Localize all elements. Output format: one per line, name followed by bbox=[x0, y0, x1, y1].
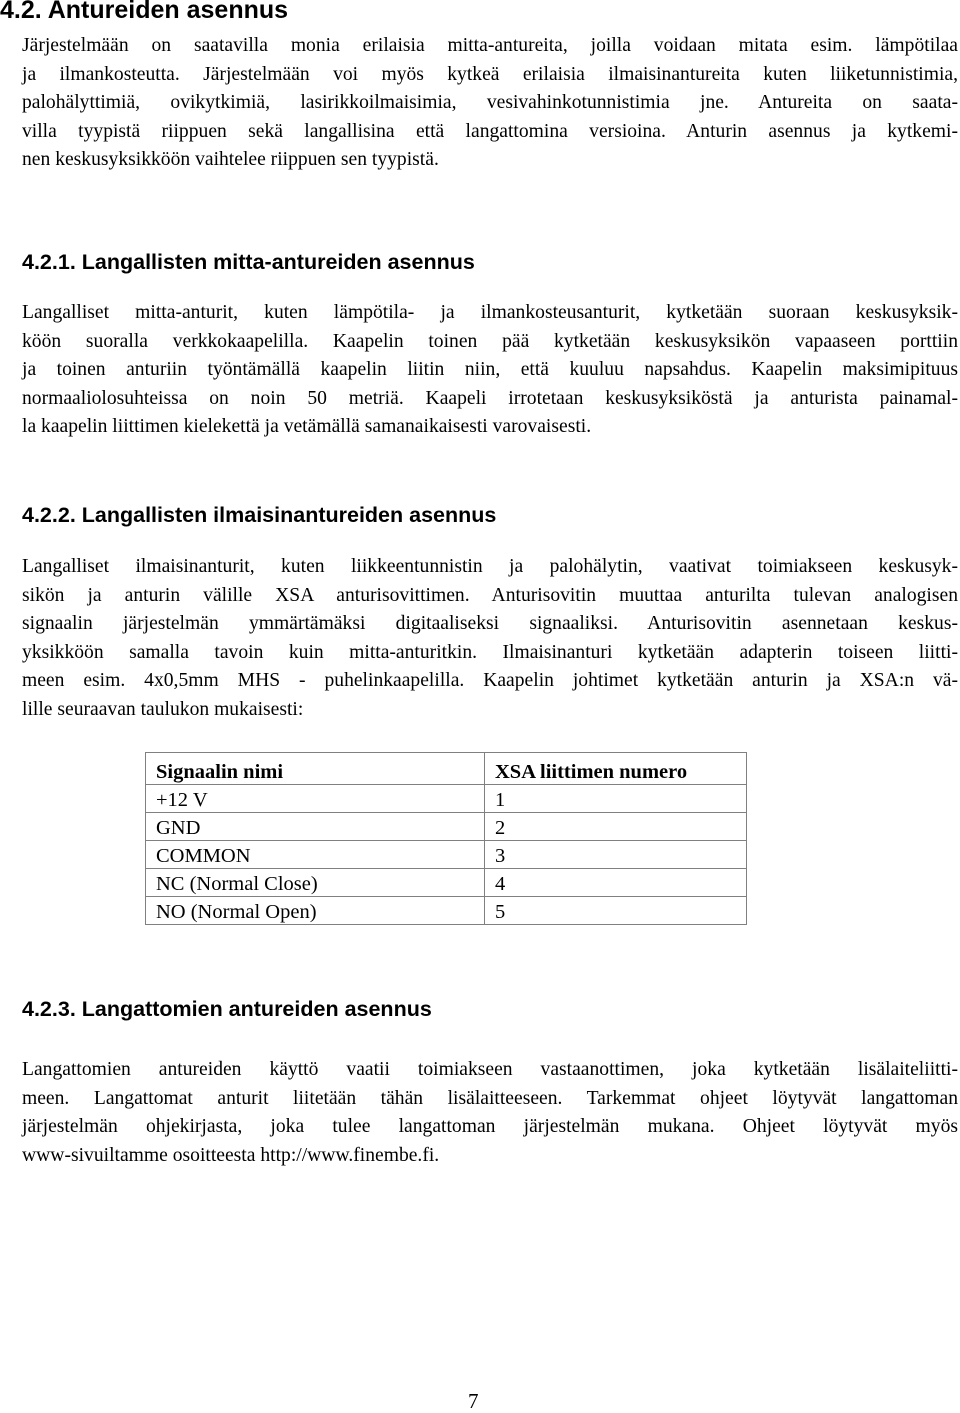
table-row bbox=[146, 897, 747, 925]
table-cell: 3 bbox=[485, 841, 747, 869]
paragraph-line: nen keskusyksikköön vaihtelee riippuen sen tyypistä. bbox=[22, 149, 439, 171]
paragraph-line: normaaliolosuhteissa on noin 50 metriä. Kaapeli irrotetaan keskusyksiköstä ja anturista painamal- bbox=[22, 387, 958, 409]
table-cell: +12 V bbox=[146, 785, 485, 813]
paragraph-line: Langalliset mitta-anturit, kuten lämpötila- ja ilmankosteusanturit, kytketään suoraan keskusyksik- bbox=[22, 302, 958, 323]
subsection-3-paragraph bbox=[22, 1056, 958, 1170]
signal-table bbox=[145, 752, 747, 925]
paragraph-line: villa tyypistä riippuen sekä langallisina että langattomina versioina. Anturin asennus ja kytkemi- bbox=[22, 120, 958, 142]
paragraph-line: meen esim. 4x0,5mm MHS - puhelinkaapelilla. Kaapelin johtimet kytketään anturin ja XSA:n vä- bbox=[22, 670, 958, 692]
section-paragraph bbox=[22, 32, 958, 175]
paragraph-line: Järjestelmään on saatavilla monia erilaisia mitta-antureita, joilla voidaan mitata esim. lämpötilaa bbox=[22, 35, 958, 56]
table-cell: GND bbox=[146, 813, 485, 841]
table-cell: 1 bbox=[485, 785, 747, 813]
paragraph-line: palohälyttimiä, ovikytkimiä, lasirikkoilmaisimia, vesivahinkotunnistimia jne. Antureita on saata- bbox=[22, 92, 958, 114]
subsection-3-heading: 4.2.3. Langattomien antureiden asennus bbox=[22, 997, 432, 1021]
paragraph-line: meen. Langattomat anturit liitetään tähän lisälaitteeseen. Tarkemmat ohjeet löytyvät langattoman bbox=[22, 1087, 958, 1109]
paragraph-line: sikön ja anturin välille XSA anturisovittimen. Anturisovitin muuttaa anturilta tulevan analogisen bbox=[22, 584, 958, 606]
table-cell: NO (Normal Open) bbox=[146, 897, 485, 925]
section-heading: 4.2. Antureiden asennus bbox=[0, 0, 289, 24]
table-cell: NC (Normal Close) bbox=[146, 869, 485, 897]
table-header-cell: Signaalin nimi bbox=[146, 753, 485, 785]
table-row bbox=[146, 869, 747, 897]
paragraph-line: köön suoralla verkkokaapelilla. Kaapelin toinen pää kytketään keskusyksikön vapaaseen porttiin bbox=[22, 330, 958, 352]
table-header-row bbox=[146, 753, 747, 785]
table-header-cell: XSA liittimen numero bbox=[485, 753, 747, 785]
paragraph-line: lille seuraavan taulukon mukaisesti: bbox=[22, 698, 304, 720]
table-row bbox=[146, 785, 747, 813]
subsection-1-paragraph bbox=[22, 299, 958, 442]
paragraph-line: ja toinen anturiin työntämällä kaapelin liitin niin, että kuuluu napsahdus. Kaapelin maksimipituus bbox=[22, 359, 958, 381]
table-cell: 5 bbox=[485, 897, 747, 925]
paragraph-line: www-sivuiltamme osoitteesta http://www.finembe.fi. bbox=[22, 1144, 440, 1166]
table-row bbox=[146, 813, 747, 841]
table-cell: 2 bbox=[485, 813, 747, 841]
paragraph-line: Langattomien antureiden käyttö vaatii toimiakseen vastaanottimen, joka kytketään lisälaiteliitti- bbox=[22, 1059, 958, 1080]
paragraph-line: ja ilmankosteutta. Järjestelmään voi myös kytkeä erilaisia ilmaisinantureita kuten liiketunnistimia, bbox=[22, 63, 958, 85]
paragraph-line: la kaapelin liittimen kielekettä ja vetämällä samanaikaisesti varovaisesti. bbox=[22, 416, 592, 438]
paragraph-line: yksikköön samalla tavoin kuin mitta-anturitkin. Ilmaisinanturi kytketään adapterin toiseen liitti- bbox=[22, 641, 958, 663]
table-cell: 4 bbox=[485, 869, 747, 897]
page-number: 7 bbox=[468, 1389, 479, 1413]
subsection-2-paragraph bbox=[22, 553, 958, 725]
table-row bbox=[146, 841, 747, 869]
subsection-1-heading: 4.2.1. Langallisten mitta-antureiden asennus bbox=[22, 250, 475, 274]
paragraph-line: signaalin järjestelmän ymmärtämäksi digitaaliseksi signaaliksi. Anturisovitin asennetaan keskus- bbox=[22, 613, 958, 635]
subsection-2-heading: 4.2.2. Langallisten ilmaisinantureiden asennus bbox=[22, 503, 497, 527]
paragraph-line: Langalliset ilmaisinanturit, kuten liikkeentunnistin ja palohälytin, vaativat toimiakseen keskusyk- bbox=[22, 556, 958, 577]
paragraph-line: järjestelmän ohjekirjasta, joka tulee langattoman järjestelmän mukana. Ohjeet löytyvät myös bbox=[22, 1116, 958, 1138]
table-cell: COMMON bbox=[146, 841, 485, 869]
